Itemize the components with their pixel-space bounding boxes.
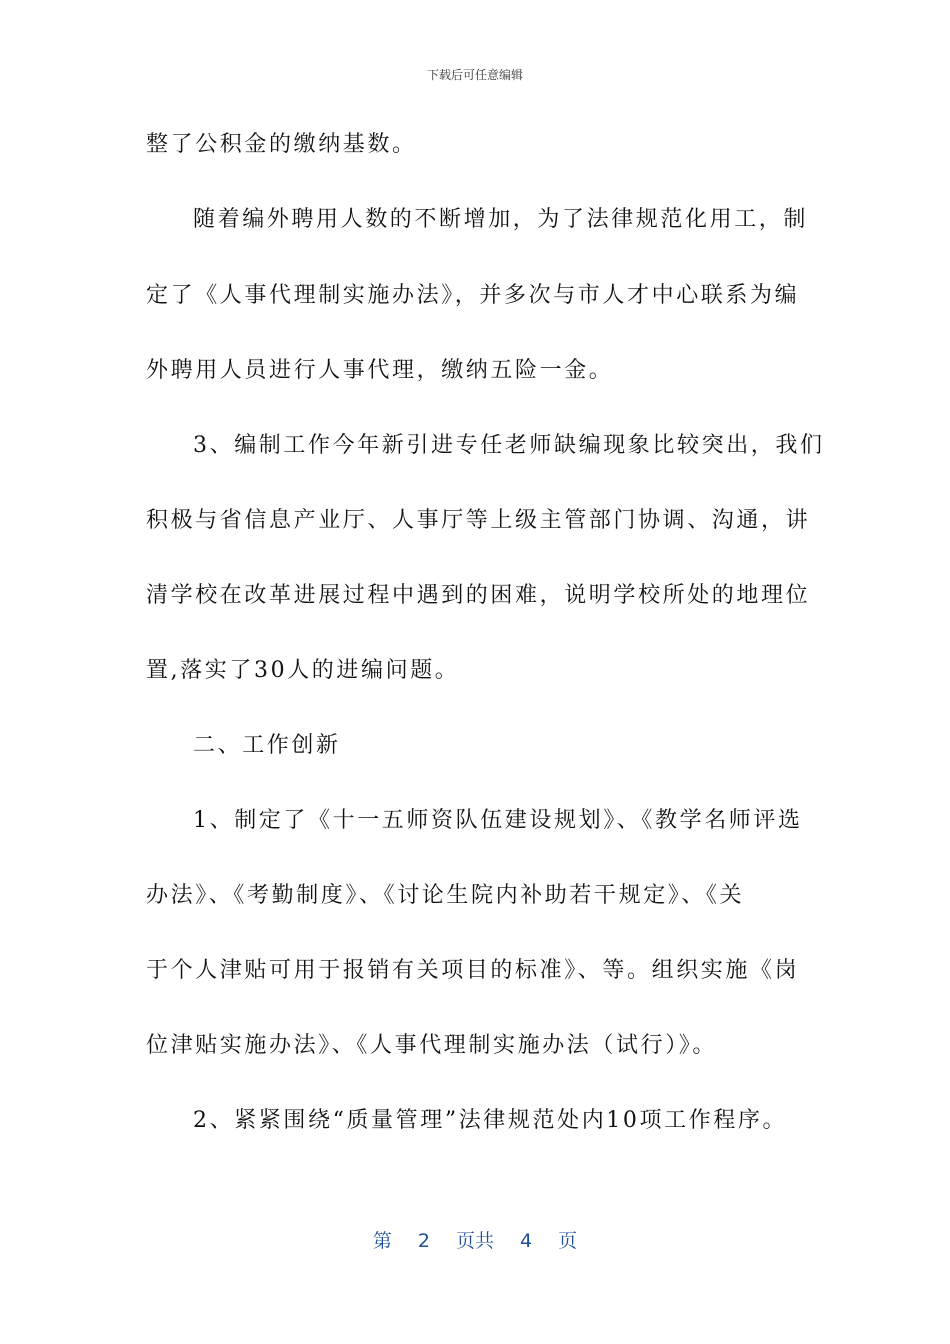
footer-page-number: 2 <box>417 1230 430 1252</box>
footer-total-pages: 4 <box>520 1230 533 1252</box>
page-header: 下载后可任意编辑 <box>426 68 523 82</box>
text-line: 定了《人事代理制实施办法》，并多次与市人才中心联系为编 <box>146 283 800 308</box>
text-line: 办法》、《考勤制度》、《讨论生院内补助若干规定》、《关 <box>146 883 745 908</box>
text-line: 整了公积金的缴纳基数。 <box>146 132 417 157</box>
section-heading: 二、工作创新 <box>193 733 341 758</box>
text-line: 位津贴实施办法》、《人事代理制实施办法（试行）》。 <box>146 1033 718 1058</box>
text-line: 2、紧紧围绕“质量管理”法律规范处内10项工作程序。 <box>193 1108 788 1133</box>
text-line: 随着编外聘用人数的不断增加，为了法律规范化用工，制 <box>193 207 809 232</box>
footer-prefix: 第 <box>372 1230 392 1252</box>
text-line: 积极与省信息产业厅、人事厅等上级主管部门协调、沟通，讲 <box>146 508 811 533</box>
text-line: 3、编制工作今年新引进专任老师缺编现象比较突出，我们 <box>193 433 825 458</box>
text-line: 置,落实了30人的进编问题。 <box>146 658 460 683</box>
footer-middle: 页共 <box>455 1230 494 1252</box>
text-line: 于个人津贴可用于报销有关项目的标准》、等。组织实施《岗 <box>146 958 800 983</box>
text-line: 清学校在改革进展过程中遇到的困难，说明学校所处的地理位 <box>146 583 811 608</box>
text-line: 1、制定了《十一五师资队伍建设规划》、《教学名师评选 <box>193 808 803 833</box>
page-footer <box>0 1226 950 1253</box>
footer-suffix: 页 <box>558 1230 578 1252</box>
text-line: 外聘用人员进行人事代理，缴纳五险一金。 <box>146 358 614 383</box>
